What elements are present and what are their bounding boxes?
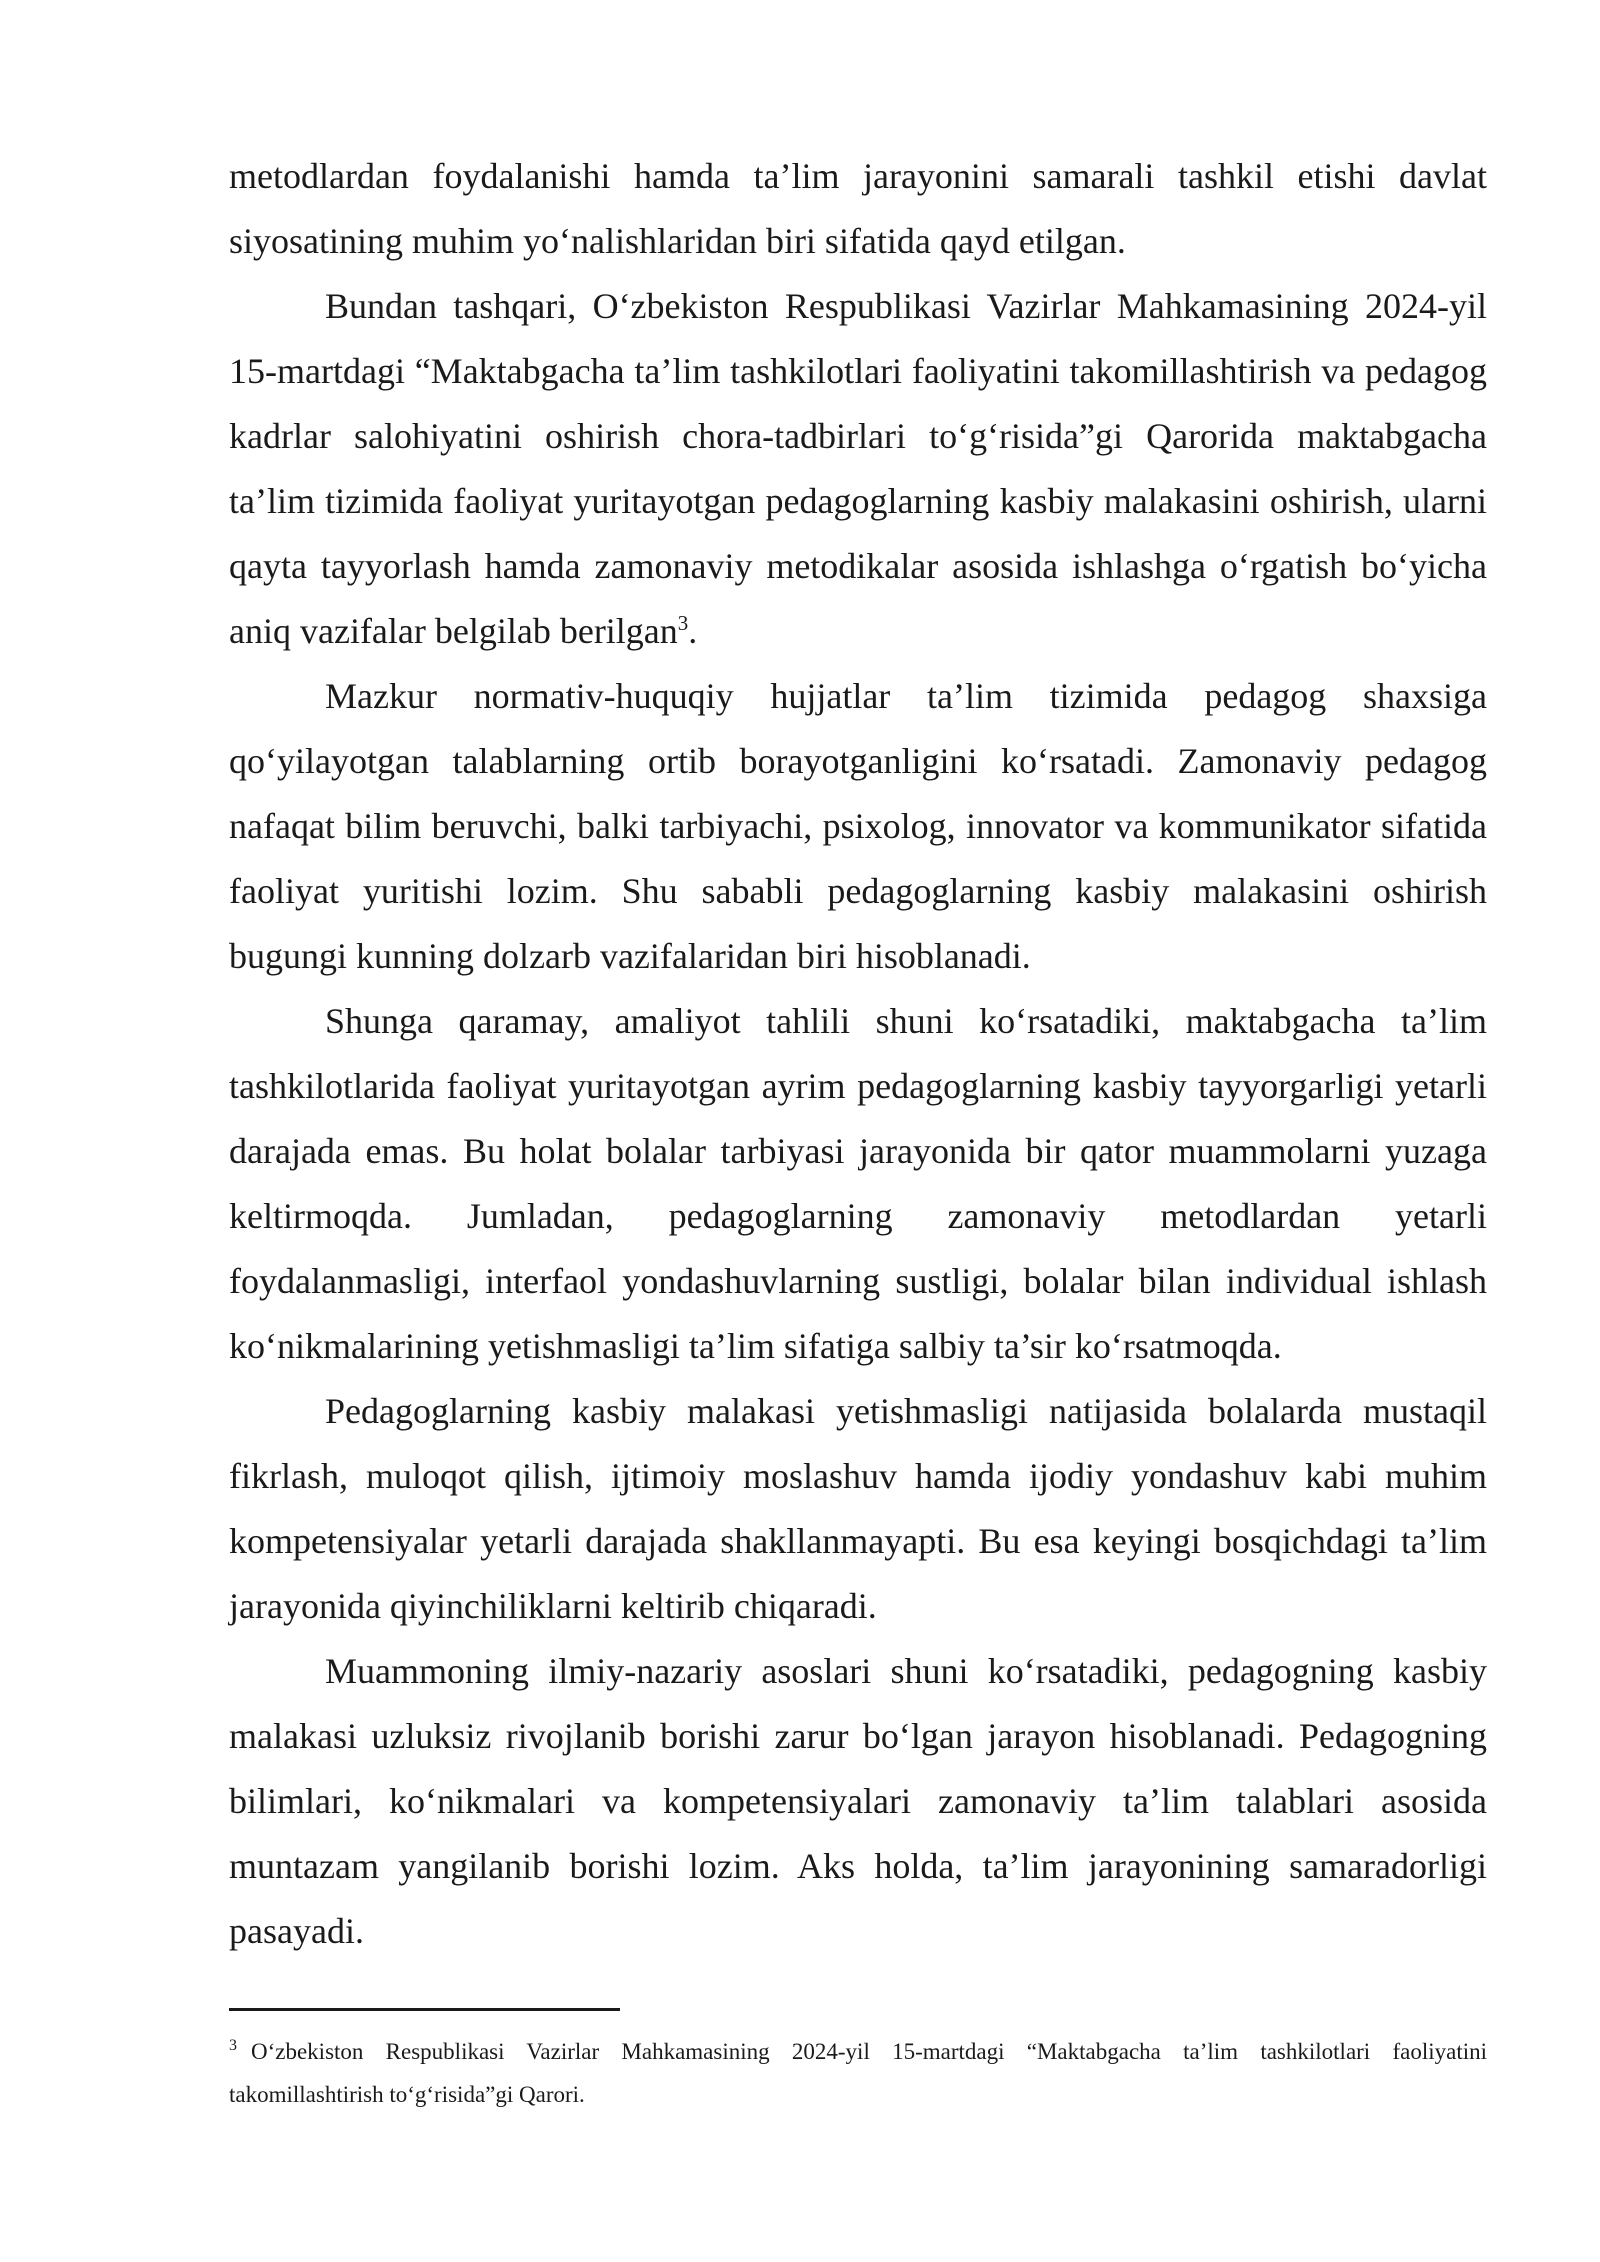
paragraph-text: Muammoning ilmiy-nazariy asoslari shuni ko‘rsatadiki, pedagogning kasbiy malakasi uzluksiz rivojlanib borishi zarur bo‘lgan jarayon hisoblanadi. Pedagogning bilimlari, ko‘nikmalari va kompetensiyalari zamonaviy ta’lim talablari asosida muntazam yangilanib borishi lozim. Aks holda, ta’lim jarayonining samaradorligi pasayadi.	[229, 1651, 1487, 1951]
paragraph	[229, 989, 1487, 1379]
paragraph-text: metodlardan foydalanishi hamda ta’lim jarayonini samarali tashkil etishi davlat siyosatining muhim yo‘nalishlaridan biri sifatida qayd etilgan.	[229, 156, 1487, 261]
footnote-number: 3	[229, 2037, 237, 2055]
paragraph	[229, 144, 1487, 274]
paragraph-text: Shunga qaramay, amaliyot tahlili shuni ko‘rsatadiki, maktabgacha ta’lim tashkilotlarida faoliyat yuritayotgan ayrim pedagoglarning kasbiy tayyorgarligi yetarli darajada emas. Bu holat bolalar tarbiyasi jarayonida bir qator muammolarni yuzaga keltirmoqda. Jumladan, pedagoglarning zamonaviy metodlardan yetarli foydalanmasligi, interfaol yondashuvlarning sustligi, bolalar bilan individual ishlash ko‘nikmalarining yetishmasligi ta’lim sifatiga salbiy ta’sir ko‘rsatmoqda.	[229, 1001, 1487, 1366]
paragraph-text: Pedagoglarning kasbiy malakasi yetishmasligi natijasida bolalarda mustaqil fikrlash, muloqot qilish, ijtimoiy moslashuv hamda ijodiy yondashuv kabi muhim kompetensiyalar yetarli darajada shakllanmayapti. Bu esa keyingi bosqichdagi ta’lim jarayonida qiyinchiliklarni keltirib chiqaradi.	[229, 1391, 1487, 1626]
paragraph	[229, 1639, 1487, 1964]
footnote-separator	[229, 2008, 620, 2011]
body-text	[229, 144, 1487, 1964]
footnote-reference[interactable]: 3	[677, 611, 689, 635]
paragraph	[229, 664, 1487, 989]
paragraph	[229, 274, 1487, 664]
footnote	[229, 2030, 1487, 2116]
footnote-text: O‘zbekiston Respublikasi Vazirlar Mahkamasining 2024-yil 15-martdagi “Maktabgacha ta’lim tashkilotlari faoliyatini takomillashtirish to‘g‘risida”gi Qarori.	[229, 2039, 1487, 2107]
paragraph-tail: .	[688, 611, 698, 651]
paragraph-text: Mazkur normativ-huquqiy hujjatlar ta’lim tizimida pedagog shaxsiga qo‘yilayotgan talablarning ortib borayotganligini ko‘rsatadi. Zamonaviy pedagog nafaqat bilim beruvchi, balki tarbiyachi, psixolog, innovator va kommunikator sifatida faoliyat yuritishi lozim. Shu sababli pedagoglarning kasbiy malakasini oshirish bugungi kunning dolzarb vazifalaridan biri hisoblanadi.	[229, 676, 1487, 976]
paragraph-text: Bundan tashqari, O‘zbekiston Respublikasi Vazirlar Mahkamasining 2024-yil 15-martdagi “Maktabgacha ta’lim tashkilotlari faoliyatini takomillashtirish va pedagog kadrlar salohiyatini oshirish chora-tadbirlari to‘g‘risida”gi Qarorida maktabgacha ta’lim tizimida faoliyat yuritayotgan pedagoglarning kasbiy malakasini oshirish, ularni qayta tayyorlash hamda zamonaviy metodikalar asosida ishlashga o‘rgatish bo‘yicha aniq vazifalar belgilab berilgan	[229, 286, 1487, 651]
paragraph	[229, 1379, 1487, 1639]
